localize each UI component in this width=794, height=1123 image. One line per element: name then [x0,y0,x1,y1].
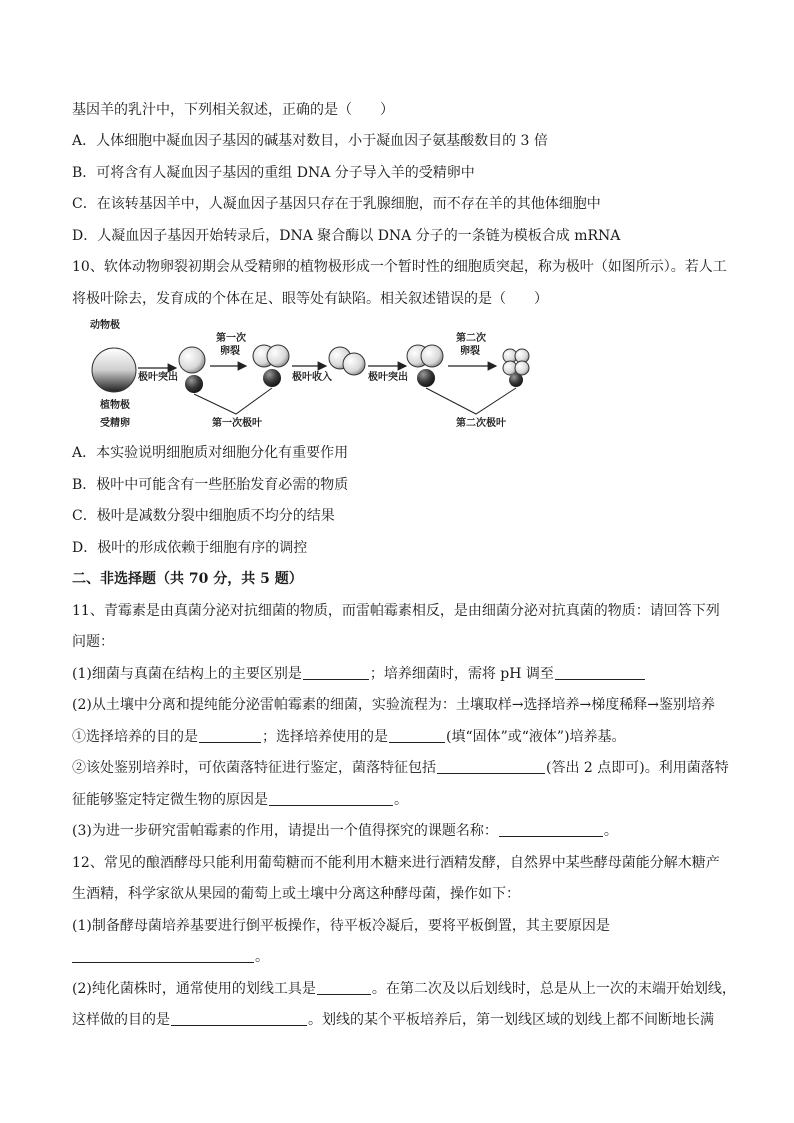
label-second-cleavage-a: 第二次 [456,333,486,344]
section-2-title: 二、非选择题（共 70 分，共 5 题） [72,571,303,587]
polar-lobe-stage-5 [417,369,435,387]
q10-stem-line1: 10、软体动物卵裂初期会从受精卵的植物极形成一个暂时性的细胞质突起，称为极叶（如图所示）。若人工 [72,259,727,275]
cell-stage-3b [267,345,289,367]
q9-option-c: C．在该转基因羊中，人凝血因子基因只存在于乳腺细胞，而不存在羊的其他体细胞中 [72,196,601,212]
q11-sub2-text-b: (答出 2 点即可)。利用菌落特 [546,760,729,776]
label-vegetal-pole: 植物极 [100,400,130,411]
q12-stem-line1: 12、常见的酿酒酵母只能利用葡萄糖而不能利用木糖来进行酒精发酵，自然界中某些酵母菌能分解木糖产 [72,855,720,871]
q12-part2-cont-text-b: 。划线的某个平板培养后，第一划线区域的划线上都不间断地长满 [308,1012,714,1028]
cell-stage-5b [421,345,443,367]
q11-part3 [72,822,727,840]
label-lobe-out-2: 极叶突出 [368,372,408,383]
q11-part3-text-a: (3)为进一步研究雷帕霉素的作用，请提出一个值得探究的课题名称： [72,823,498,839]
q11-part2-sub2 [72,759,727,777]
q11-blank-6[interactable] [269,791,393,806]
q11-part1-text-b: ；培养细菌时，需将 pH 调至 [369,666,554,682]
q11-part2-sub1 [72,728,727,746]
q12-part1-cont-text: 。 [255,949,269,965]
q11-blank-7[interactable] [499,822,603,837]
q11-blank-4[interactable] [389,728,445,743]
q11-blank-1[interactable] [303,665,369,680]
q12-part2-text-a: (2)纯化菌株时，通常使用的划线工具是 [72,981,316,997]
q11-sub1-text-b: ；选择培养使用的是 [262,729,388,745]
q11-sub1-text-c: (填“固体”或“液体”)培养基。 [446,729,626,745]
polar-lobe-figure [76,316,536,432]
q9-option-a: A．人体细胞中凝血因子基因的碱基对数目，小于凝血因子氨基酸数目的 3 倍 [72,133,548,149]
q11-part1 [72,665,727,683]
second-lobe-bracket [426,388,516,414]
first-lobe-bracket [194,388,272,414]
q12-part1: (1)制备酵母菌培养基要进行倒平板操作，待平板冷凝后，要将平板倒置，其主要原因是 [72,918,610,934]
label-animal-pole: 动物极 [90,320,120,331]
q12-part2-cont [72,1011,727,1029]
label-second-lobe: 第二次极叶 [456,418,506,429]
q11-sub2-cont-text-b: 。 [394,792,408,808]
q10-stem-line2: 将极叶除去，发育成的个体在足、眼等处有缺陷。相关叙述错误的是（ ） [72,291,548,307]
q12-blank-2[interactable] [317,980,371,995]
q10-option-c: C．极叶是减数分裂中细胞质不均分的结果 [72,508,335,524]
q10-option-a: A．本实验说明细胞质对细胞分化有重要作用 [72,445,349,461]
q11-stem-line2: 问题： [72,634,114,650]
label-fertilized-egg: 受精卵 [100,418,130,429]
q12-blank-3[interactable] [171,1011,307,1026]
q9-option-b: B．可将含有人凝血因子基因的重组 DNA 分子导入羊的受精卵中 [72,165,475,181]
q9-stem: 基因羊的乳汁中，下列相关叙述，正确的是（ ） [72,102,394,118]
polar-lobe-stage-6 [509,373,523,387]
q12-part1-cont [72,948,727,966]
q11-stem-line1: 11、青霉素是由真菌分泌对抗细菌的物质，而雷帕霉素相反，是由细菌分泌对抗真菌的物质：请回答下列 [72,603,720,619]
q11-part3-text-b: 。 [603,823,618,839]
label-first-cleavage-a: 第一次 [216,333,246,344]
label-first-lobe: 第一次极叶 [212,418,262,429]
label-lobe-out-1: 极叶突出 [138,372,178,383]
q12-blank-1[interactable] [72,948,254,963]
q9-option-d: D．人凝血因子基因开始转录后，DNA 聚合酶以 DNA 分子的一条链为模板合成 mRNA [72,228,621,244]
q10-option-d: D．极叶的形成依赖于细胞有序的调控 [72,540,308,556]
q11-part1-text-a: (1)细菌与真菌在结构上的主要区别是 [72,666,302,682]
polar-lobe-stage-2 [185,375,203,393]
q12-part2 [72,980,736,998]
cell-stage-6d [515,361,529,375]
q12-stem-line2: 生酒精，科学家欲从果园的葡萄上或土壤中分离这种酵母菌，操作如下： [72,886,520,902]
q10-option-b: B．极叶中可能含有一些胚胎发育必需的物质 [72,477,349,493]
q12-part2-cont-text-a: 这样做的目的是 [72,1012,170,1028]
q11-part2: (2)从土壤中分离和提纯能分泌雷帕霉素的细菌，实验流程为：土壤取样→选择培养→梯度稀释→鉴别培养 [72,697,716,713]
q11-sub2-cont-text-a: 征能够鉴定特定微生物的原因是 [72,792,268,808]
q11-sub2-text-a: ②该处鉴别培养时，可依菌落特征进行鉴定，菌落特征包括 [72,760,436,776]
q11-blank-3[interactable] [199,728,261,743]
q11-part2-sub2-cont [72,791,727,809]
label-first-cleavage-b: 卵裂 [220,346,240,357]
q12-part2-text-b: 。在第二次及以后划线时，总是从上一次的末端开始划线， [371,981,736,997]
cell-stage-2 [179,347,205,373]
q11-blank-2[interactable] [555,665,645,680]
label-second-cleavage-b: 卵裂 [460,346,480,357]
label-lobe-in: 极叶收入 [292,372,332,383]
q11-sub1-text-a: ①选择培养的目的是 [72,729,198,745]
cell-stage-4b [343,353,365,375]
polar-lobe-stage-3 [263,369,281,387]
q11-blank-5[interactable] [437,759,545,774]
fertilized-egg-cell [92,348,136,392]
